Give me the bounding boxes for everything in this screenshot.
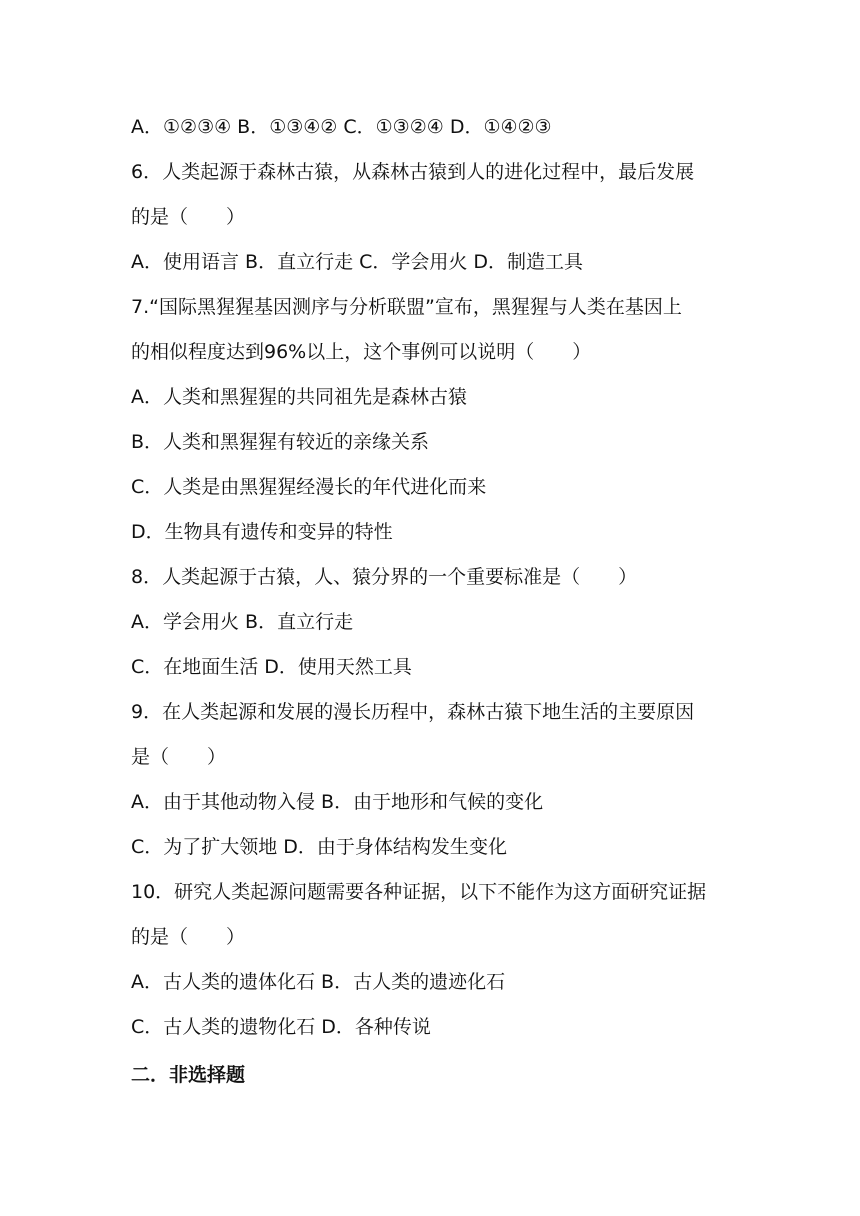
q8-options-cd: C．在地面生活 D．使用天然工具 [131, 656, 412, 678]
section-heading: 二．非选择题 [131, 1064, 246, 1086]
q10-options-cd: C．古人类的遗物化石 D．各种传说 [131, 1016, 431, 1038]
q7-option-d: D．生物具有遗传和变异的特性 [131, 521, 393, 543]
q6-stem-line2: 的是（ ） [131, 206, 246, 228]
q6-stem-line1: 6．人类起源于森林古猿，从森林古猿到人的进化过程中，最后发展 [131, 161, 695, 183]
q9-options-ab: A．由于其他动物入侵 B．由于地形和气候的变化 [131, 791, 544, 813]
q7-option-b: B．人类和黑猩猩有较近的亲缘关系 [131, 431, 430, 453]
q6-options: A．使用语言 B．直立行走 C．学会用火 D．制造工具 [131, 251, 584, 273]
q9-options-cd: C．为了扩大领地 D．由于身体结构发生变化 [131, 836, 507, 858]
q7-stem-line1: 7.“国际黑猩猩基因测序与分析联盟”宣布，黑猩猩与人类在基因上 [131, 296, 682, 318]
q7-option-a: A．人类和黑猩猩的共同祖先是森林古猿 [131, 386, 467, 408]
q9-stem-line2: 是（ ） [131, 746, 227, 768]
q7-stem-line2: 的相似程度达到96%以上，这个事例可以说明（ ） [131, 341, 592, 363]
q10-stem-line1: 10．研究人类起源问题需要各种证据，以下不能作为这方面研究证据 [131, 881, 707, 903]
q10-options-ab: A．古人类的遗体化石 B．古人类的遗迹化石 [131, 971, 506, 993]
q8-options-ab: A．学会用火 B．直立行走 [131, 611, 354, 633]
q9-stem-line1: 9．在人类起源和发展的漫长历程中，森林古猿下地生活的主要原因 [131, 701, 695, 723]
q5-options: A．①②③④ B．①③④② C．①③②④ D．①④②③ [131, 116, 552, 138]
q7-option-c: C．人类是由黑猩猩经漫长的年代进化而来 [131, 476, 487, 498]
q10-stem-line2: 的是（ ） [131, 926, 246, 948]
q8-stem: 8．人类起源于古猿，人、猿分界的一个重要标准是（ ） [131, 566, 638, 588]
